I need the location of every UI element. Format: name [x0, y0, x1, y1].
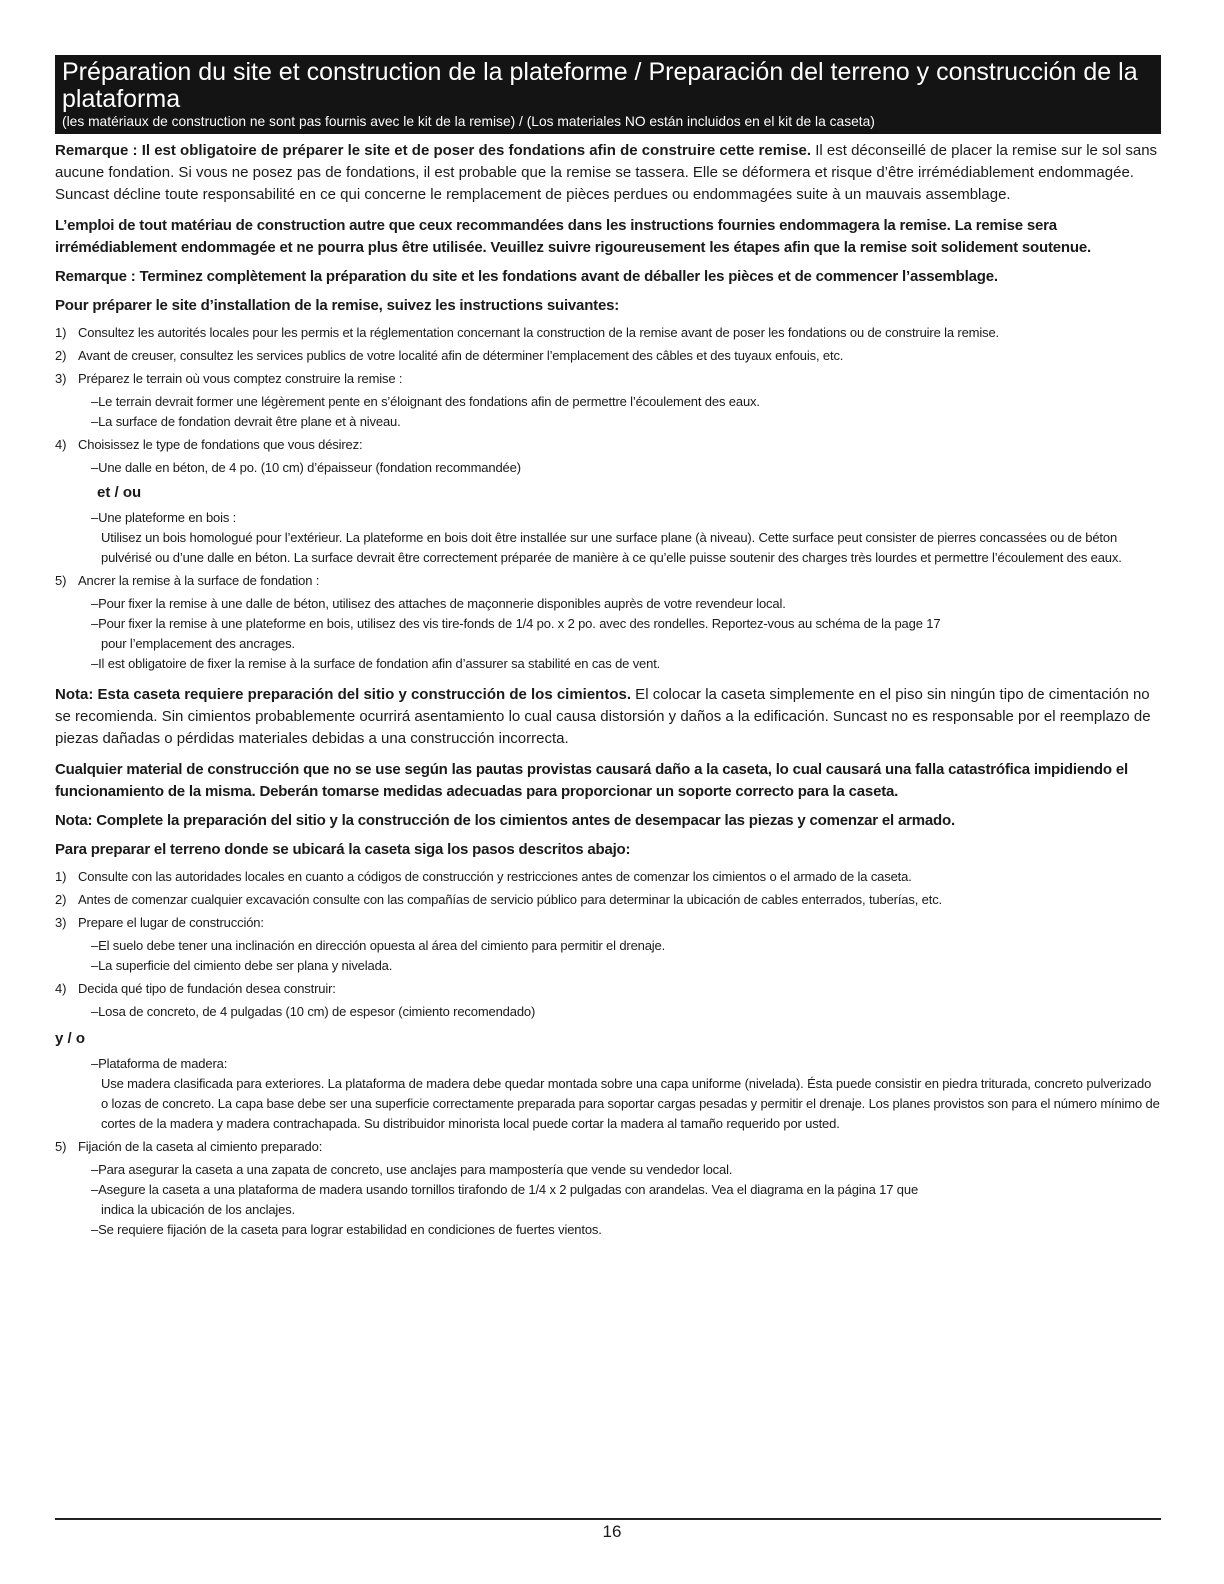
- footer-divider: [55, 1518, 1161, 1520]
- fr-step-3: [55, 369, 1161, 389]
- step-number: 5): [55, 573, 67, 588]
- fr-note-1-text: Il est déconseillé de placer la remise sur le sol sans aucune fondation. Si vous ne posez pas de fondations, il est probable que la remise se tassera. Elle se déformera et risque d’être irrémédiablement endommagée. Suncast décline toute responsabilité en ce qui concerne le remplacement de pièces perdues ou endommagées suite à un mauvais assemblage.: [55, 142, 1158, 203]
- es-step-5-b-cont: [55, 1200, 1161, 1220]
- step-text: Consultez les autorités locales pour les permis et la réglementation concernant la construction de la remise avant de poser les fondations ou de construire la remise.: [78, 325, 999, 340]
- es-step-1: [55, 867, 1161, 887]
- es-step-3: [55, 913, 1161, 933]
- es-step-5: [55, 1137, 1161, 1157]
- es-note-1: [55, 684, 1161, 750]
- es-step-3-b: –La superficie del cimiento debe ser plana y nivelada.: [91, 958, 393, 973]
- step-text: Fijación de la caseta al cimiento preparado:: [78, 1139, 323, 1154]
- step-number: 4): [55, 437, 67, 452]
- step-text: Prepare el lugar de construcción:: [78, 915, 264, 930]
- step-text: Antes de comenzar cualquier excavación consulte con las compañías de servicio público para determinar la ubicación de cables enterrados, tuberías, etc.: [78, 892, 943, 907]
- step-text: Consulte con las autoridades locales en cuanto a códigos de construcción y restricciones antes de comenzar los cimientos o el armado de la caseta.: [78, 869, 912, 884]
- step-number: 2): [55, 892, 67, 907]
- fr-step-3-b: –La surface de fondation devrait être plane et à niveau.: [91, 414, 401, 429]
- es-step-5-a: –Para asegurar la caseta a una zapata de concreto, use anclajes para mampostería que vende su vendedor local.: [91, 1162, 733, 1177]
- fr-step-1: [55, 323, 1161, 343]
- fr-step-4-a: –Une dalle en béton, de 4 po. (10 cm) d’épaisseur (fondation recommandée): [91, 460, 521, 475]
- es-step-4-b-text: [55, 1074, 1161, 1134]
- es-step-4-b: –Plataforma de madera:: [91, 1056, 228, 1071]
- step-number: 4): [55, 981, 67, 996]
- step-text: Ancrer la remise à la surface de fondation :: [78, 573, 320, 588]
- page-number: 16: [602, 1522, 622, 1541]
- fr-step-3-a: –Le terrain devrait former une légèrement pente en s’éloignant des fondations afin de permettre l’écoulement des eaux.: [91, 394, 760, 409]
- step-text: Decida qué tipo de fundación desea construir:: [78, 981, 336, 996]
- es-and-or: y / o: [55, 1030, 86, 1047]
- fr-step-5-a: –Pour fixer la remise à une dalle de béton, utilisez des attaches de maçonnerie disponibles auprès de votre revendeur local.: [91, 596, 786, 611]
- es-step-4: [55, 979, 1161, 999]
- spanish-section: [55, 684, 1161, 1240]
- es-steps-heading: Para preparar el terreno donde se ubicará la caseta siga los pasos descritos abajo:: [55, 841, 631, 858]
- fr-step-5: [55, 571, 1161, 591]
- section-title: Préparation du site et construction de la plateforme / Preparación del terreno y construcción de la plataforma: [62, 58, 1138, 113]
- step-number: 2): [55, 348, 67, 363]
- fr-step-5-c: –Il est obligatoire de fixer la remise à la surface de fondation afin d’assurer sa stabilité en cas de vent.: [91, 656, 661, 671]
- french-section: [55, 140, 1161, 674]
- step-text: Préparez le terrain où vous comptez construire la remise :: [78, 371, 403, 386]
- es-note-1-bold: Nota: Esta caseta requiere preparación del sitio y construcción de los cimientos.: [55, 686, 632, 703]
- fr-and-or: et / ou: [97, 484, 142, 501]
- es-warning: Cualquier material de construcción que no se use según las pautas provistas causará daño a la caseta, lo cual causará una falla catastrófica impidiendo el funcionamiento de la misma. Deberán tomarse medidas adecuadas para proporcionar un soporte correcto para la caseta.: [55, 761, 1128, 800]
- fr-step-4-b-detail: Utilisez un bois homologué pour l’extérieur. La plateforme en bois doit être installée sur une surface plane (à niveau). Cette surface peut consister de pierres concassées ou de béton pulvérisé ou d’une dalle en béton. La surface devrait être correctement préparée de manière à ce qu’elle puisse soutenir des charges très lourdes et permettre l’écoulement des eaux.: [101, 530, 1122, 565]
- fr-note-1: [55, 140, 1161, 206]
- step-number: 1): [55, 325, 67, 340]
- es-step-2: [55, 890, 1161, 910]
- es-step-5-c: –Se requiere fijación de la caseta para lograr estabilidad en condiciones de fuertes vientos.: [91, 1222, 602, 1237]
- es-note-1-text: El colocar la caseta simplemente en el piso sin ningún tipo de cimentación no se recomienda. Sin cimientos probablemente ocurrirá asentamiento lo cual causa distorsión y daños a la edificación. Suncast no es responsable por el reemplazo de piezas dañadas o pérdidas materiales debidas a una construcción incorrecta.: [55, 686, 1151, 747]
- fr-step-4-b-text: [55, 528, 1161, 568]
- step-number: 3): [55, 371, 67, 386]
- fr-note-2: Remarque : Terminez complètement la préparation du site et les fondations avant de déballer les pièces et de commencer l’assemblage.: [55, 268, 998, 285]
- fr-warning: L’emploi de tout matériau de construction autre que ceux recommandées dans les instructions fournies endommagera la remise. La remise sera irrémédiablement endommagée et ne pourra plus être utilisée. Veuillez suivre rigoureusement les étapes afin que la remise soit solidement soutenue.: [55, 217, 1091, 256]
- es-step-3-a: –El suelo debe tener una inclinación en dirección opuesta al área del cimiento para permitir el drenaje.: [91, 938, 666, 953]
- es-step-4-a: –Losa de concreto, de 4 pulgadas (10 cm) de espesor (cimiento recomendado): [91, 1004, 536, 1019]
- section-header: [55, 55, 1161, 134]
- step-text: Avant de creuser, consultez les services publics de votre localité afin de déterminer l’emplacement des câbles et des tuyaux enfouis, etc.: [78, 348, 844, 363]
- es-step-5-b: –Asegure la caseta a una plataforma de madera usando tornillos tirafondo de 1/4 x 2 pulgadas con arandelas. Vea el diagrama en la página 17 que: [91, 1182, 919, 1197]
- step-number: 5): [55, 1139, 67, 1154]
- es-step-5-b-continuation: indica la ubicación de los anclajes.: [101, 1202, 296, 1217]
- document-page: [55, 55, 1161, 1240]
- fr-steps-heading: Pour préparer le site d’installation de la remise, suivez les instructions suivantes:: [55, 297, 620, 314]
- fr-step-5-b-continuation: pour l’emplacement des ancrages.: [101, 636, 295, 651]
- fr-step-4: [55, 435, 1161, 455]
- es-note-2: Nota: Complete la preparación del sitio y la construcción de los cimientos antes de desempacar las piezas y comenzar el armado.: [55, 812, 955, 829]
- fr-note-1-bold: Remarque : Il est obligatoire de préparer le site et de poser des fondations afin de construire cette remise.: [55, 142, 812, 159]
- fr-step-5-b-cont: [55, 634, 1161, 654]
- step-number: 3): [55, 915, 67, 930]
- step-number: 1): [55, 869, 67, 884]
- section-subtitle: (les matériaux de construction ne sont pas fournis avec le kit de la remise) / (Los materiales NO están incluidos en el kit de la caseta): [62, 114, 875, 129]
- fr-step-4-b: –Une plateforme en bois :: [91, 510, 237, 525]
- es-step-4-b-detail: Use madera clasificada para exteriores. La plataforma de madera debe quedar montada sobre una capa uniforme (nivelada). Ésta puede consistir en piedra triturada, concreto pulverizado o lozas de concreto. La capa base debe ser una superficie correctamente preparada para soportar cargas pesadas y permitir el drenaje. Los planes provistos son para el número mínimo de cortes de la madera y madera contrachapada. Su distribuidor minorista local puede cortar la madera al tamaño requerido por usted.: [101, 1076, 1160, 1131]
- step-text: Choisissez le type de fondations que vous désirez:: [78, 437, 363, 452]
- fr-step-5-b: –Pour fixer la remise à une plateforme en bois, utilisez des vis tire-fonds de 1/4 po. x 2 po. avec des rondelles. Reportez-vous au schéma de la page 17: [91, 616, 941, 631]
- fr-step-2: [55, 346, 1161, 366]
